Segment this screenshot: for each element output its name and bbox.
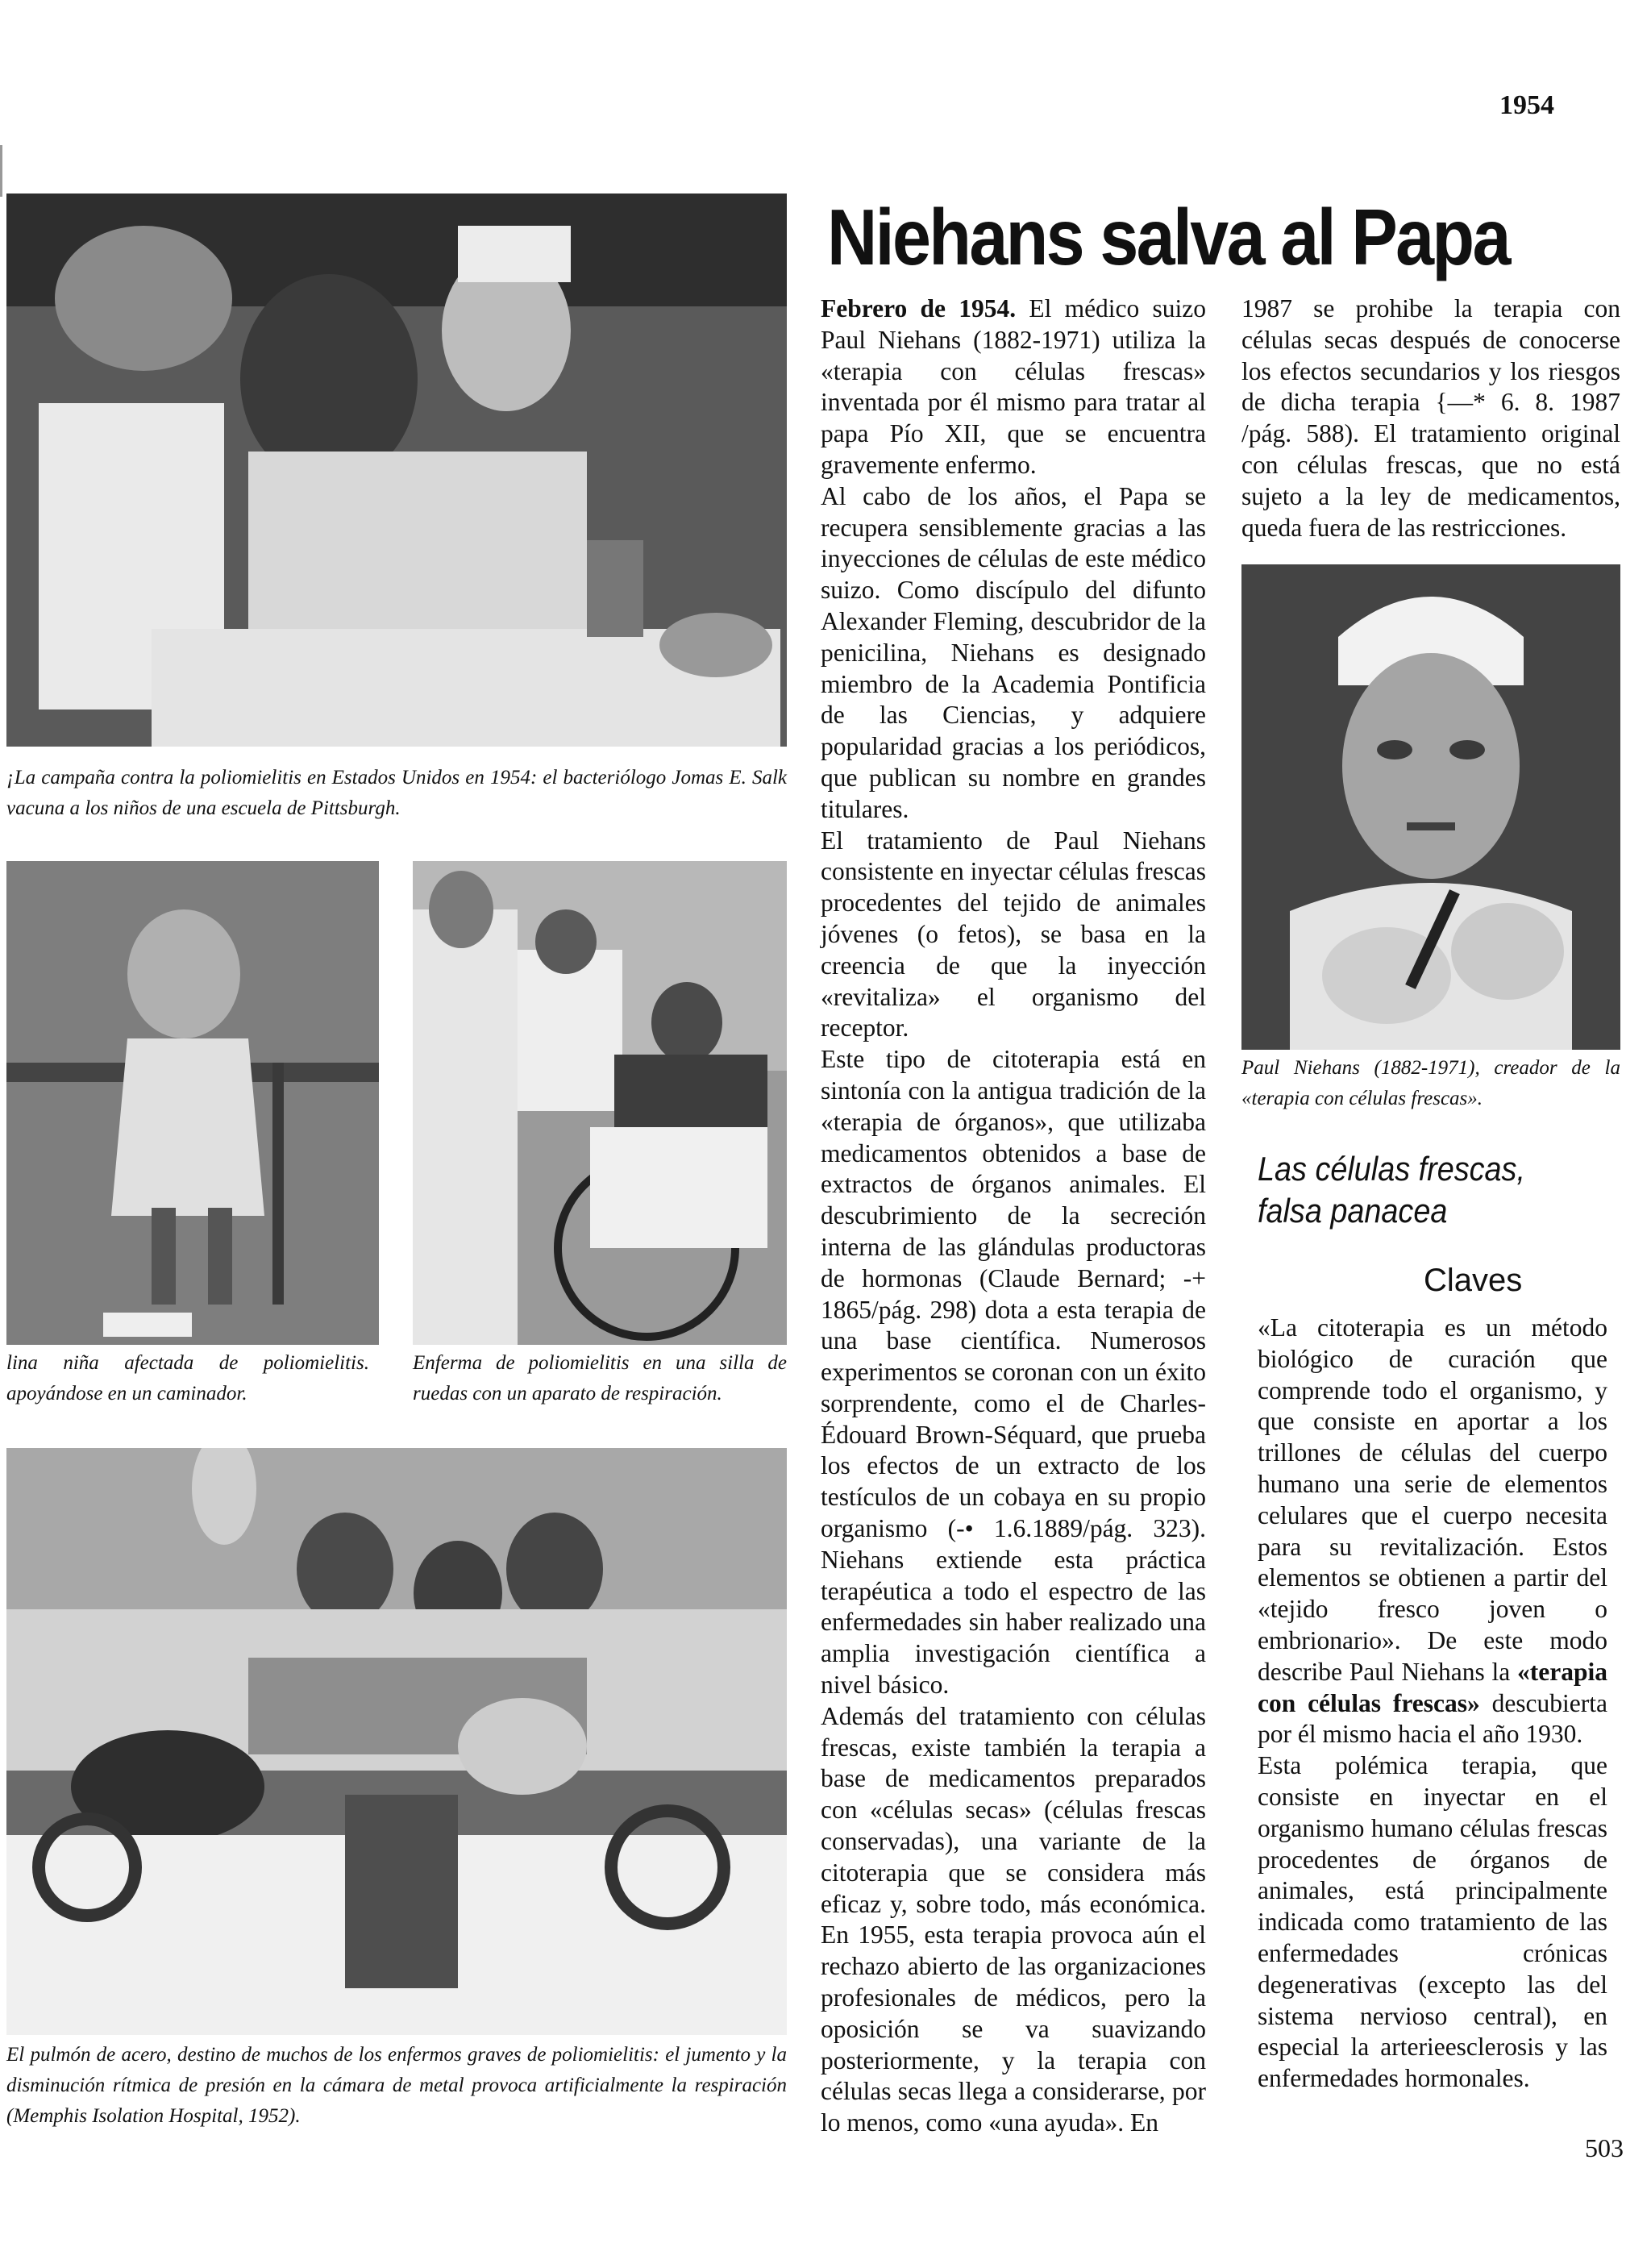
page-number: 503 [1585, 2133, 1624, 2162]
margin-rule [0, 145, 2, 197]
polio-girl-walker-photo [6, 861, 379, 1345]
sidebar-paragraph-2: Esta polémica terapia, que consiste en inyectar en el organismo humano células frescas procedentes de órganos de animales, está principalmente indicada como tratamiento de las enfermedades crónicas degenerativas (excepto las del sistema nervioso central), en especial la arterieesclerosis y las enfermedades hormonales. [1258, 1751, 1607, 2093]
sidebar-title-line-2: falsa panacea [1258, 1192, 1448, 1230]
iron-lung-photo [6, 1448, 787, 2035]
article-continuation: 1987 se prohibe la terapia con células secas después de conocerse los efectos secundarios y los riesgos de dicha terapia {—* 6. 8. 1987 /pág. 588). El tratamiento original con células frescas, que no está sujeto a la ley de medicamentos, queda fuera de las restricciones. [1241, 294, 1620, 542]
article-title: Niehans salva al Papa [827, 193, 1509, 281]
salk-vaccination-photo [6, 194, 787, 747]
article-paragraph-5: Además del tratamiento con células frescas, existe también la terapia a base de medicamentos preparados con «células secas» (células frescas conservadas), una variante de la citoterapia que se considera más eficaz y, sobre todo, más económica. En 1955, esta terapia provoca aún el rechazo abierto de las organizaciones profesionales de médicos, pero la oposición se va suavizando posteriormente, y la terapia con células secas llega a considerarse, por lo menos, como «una ayuda». En [821, 1701, 1206, 2137]
wheelchair-photo-caption: Enferma de poliomielitis en una silla de ruedas con un aparato de respiración. [413, 1352, 787, 1404]
girl-photo-caption: lina niña afectada de poliomielitis. apoyándose en un caminador. [6, 1352, 369, 1404]
portrait-caption: Paul Niehans (1882-1971), creador de la «terapia con células frescas». [1241, 1057, 1620, 1109]
sidebar-paragraph-1: «La citoterapia es un método biológico de curación que comprende todo el organismo, y que consiste en aportar a los trillones de células del cuerpo humano una serie de elementos celulares que el cuerpo necesita para su revitalización. Estos elementos se obtienen a partir del «tejido fresco joven o embrionario». De este modo describe Paul Niehans la «terapia con células frescas» descubierta por él mismo hacia el año 1930. [1258, 1313, 1607, 1749]
wheelchair-respirator-photo [413, 861, 787, 1345]
article-paragraph-3: El tratamiento de Paul Niehans consistente en inyectar células frescas procedentes del tejido de animales jóvenes (o fetos), se basa en la creencia de que la inyección «revitaliza» el organismo del receptor. [821, 826, 1206, 1042]
salk-photo-caption: ¡La campaña contra la poliomielitis en Estados Unidos en 1954: el bacteriólogo Jomas E. Salk vacuna a los niños de una escuela de Pittsburgh. [6, 767, 787, 819]
sidebar-bold-term: «terapia con células frescas» [1258, 1657, 1607, 1717]
iron-lung-photo-caption: El pulmón de acero, destino de muchos de los enfermos graves de poliomielitis: el jumento y la disminución rítmica de presión en la cámara de metal provoca artificialmente la respiración (Memphis Isolation Hospital, 1952). [6, 2044, 787, 2127]
article-paragraph-2: Al cabo de los años, el Papa se recupera sensiblemente gracias a las inyecciones de células de este médico suizo. Como discípulo del difunto Alexander Fleming, descubridor de la penicilina, Niehans es designado miembro de la Academia Pontificia de las Ciencias, y adquiere popularidad gracias a los periódicos, que publican su nombre en grandes titulares. [821, 481, 1206, 823]
sidebar-heading: Claves [1424, 1263, 1523, 1298]
page-year: 1954 [1499, 90, 1554, 120]
sidebar-title-line-1: Las células frescas, [1258, 1150, 1525, 1188]
article-body-column [821, 293, 1206, 2139]
sidebar-body [1258, 1313, 1607, 2095]
niehans-portrait-photo [1241, 564, 1620, 1050]
article-paragraph-1: Febrero de 1954. El médico suizo Paul Niehans (1882-1971) utiliza la «terapia con células frescas» inventada por él mismo para tratar al papa Pío XII, que se encuentra gravemente enfermo. [821, 294, 1207, 479]
article-dateline: Febrero de 1954. [821, 294, 1017, 323]
article-paragraph-4: Este tipo de citoterapia está en sintonía con la antigua tradición de la «terapia de órganos», que utilizaba medicamentos obtenidos a base de extractos de órganos animales. El descubrimiento de la secreción interna de las glándulas productoras de hormonas (Claude Bernard; -+ 1865/pág. 298) dota a esta terapia de una base científica. Numerosos experimentos se coronan con un éxito sorprendente, como el de Charles-Édouard Brown-Séquard, que prueba los efectos de un extracto de los testículos de un cobaya en su propio organismo (-• 1.6.1889/pág. 323). Niehans extiende esta práctica terapéutica a todo el espectro de las enfermedades sin haber realizado una amplia investigación científica a nivel básico. [821, 1045, 1206, 1700]
